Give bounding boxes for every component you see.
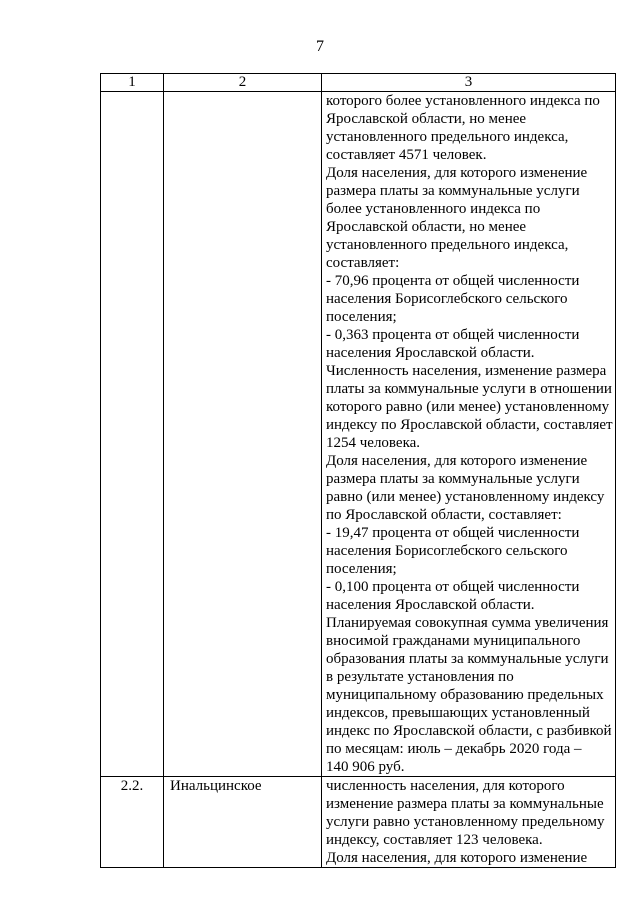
header-cell-3: 3 [322, 74, 616, 92]
data-table [100, 73, 616, 868]
row-name-cell: Инальцинское [164, 777, 322, 868]
content-line: по Ярославской области, составляет: [326, 507, 562, 523]
content-line: Доля населения, для которого изменение [326, 453, 588, 469]
content-line: размера платы за коммунальные услуги [326, 183, 580, 199]
row-content-cell [322, 92, 616, 777]
row-content-cell [322, 777, 616, 868]
content-line: Численность населения, изменение размера [326, 363, 607, 379]
content-line: муниципальному образованию предельных [326, 687, 604, 703]
content-line: услуги равно установленному предельному [326, 814, 605, 830]
content-line: составляет: [326, 255, 400, 271]
table-header-row [101, 74, 616, 92]
content-line: по месяцам: июль – декабрь 2020 года – [326, 741, 582, 757]
row-number-cell: 2.2. [101, 777, 164, 868]
content-line: населения Ярославской области. [326, 597, 535, 613]
content-line: Ярославской области, но менее [326, 219, 527, 235]
content-line: - 70,96 процента от общей численности [326, 273, 580, 289]
content-line: населения Борисоглебского сельского [326, 543, 568, 559]
content-line: населения Ярославской области. [326, 345, 535, 361]
content-line: поселения; [326, 309, 397, 325]
content-line: 1254 человека. [326, 435, 421, 451]
content-line: Доля населения, для которого изменение [326, 165, 588, 181]
table-row [101, 92, 616, 777]
content-line: - 19,47 процента от общей численности [326, 525, 580, 541]
content-line: которого равно (или менее) установленному [326, 399, 610, 415]
content-line: платы за коммунальные услуги в отношении [326, 381, 612, 397]
header-cell-1: 1 [101, 74, 164, 92]
content-line: установленного предельного индекса, [326, 237, 569, 253]
content-line: - 0,363 процента от общей численности [326, 327, 580, 343]
row-name-cell [164, 92, 322, 777]
content-line: населения Борисоглебского сельского [326, 291, 568, 307]
content-line: Ярославской области, но менее [326, 111, 527, 127]
content-line: индексу, составляет 123 человека. [326, 832, 543, 848]
content-line: установленного предельного индекса, [326, 129, 569, 145]
table-row [101, 777, 616, 868]
content-line: более установленного индекса по [326, 201, 541, 217]
content-line: вносимой гражданами муниципального [326, 633, 581, 649]
content-line: индексов, превышающих установленный [326, 705, 590, 721]
content-line: Планируемая совокупная сумма увеличения [326, 615, 609, 631]
content-line: равно (или менее) установленному индексу [326, 489, 605, 505]
content-line: размера платы за коммунальные услуги [326, 471, 580, 487]
content-line: изменение размера платы за коммунальные [326, 796, 604, 812]
content-line: поселения; [326, 561, 397, 577]
content-line: составляет 4571 человек. [326, 147, 487, 163]
page-number: 7 [316, 38, 324, 55]
content-line: индексу по Ярославской области, составляет [326, 417, 613, 433]
content-line: образования платы за коммунальные услуги [326, 651, 609, 667]
content-line: 140 906 руб. [326, 759, 405, 775]
content-line: которого более установленного индекса по [326, 93, 600, 109]
content-line: в результате установления по [326, 669, 514, 685]
content-line: индекс по Ярославской области, с разбивкой [326, 723, 612, 739]
content-line: - 0,100 процента от общей численности [326, 579, 580, 595]
row-number-cell [101, 92, 164, 777]
content-line: Доля населения, для которого изменение [326, 850, 588, 866]
header-cell-2: 2 [164, 74, 322, 92]
content-line: численность населения, для которого [326, 778, 565, 794]
